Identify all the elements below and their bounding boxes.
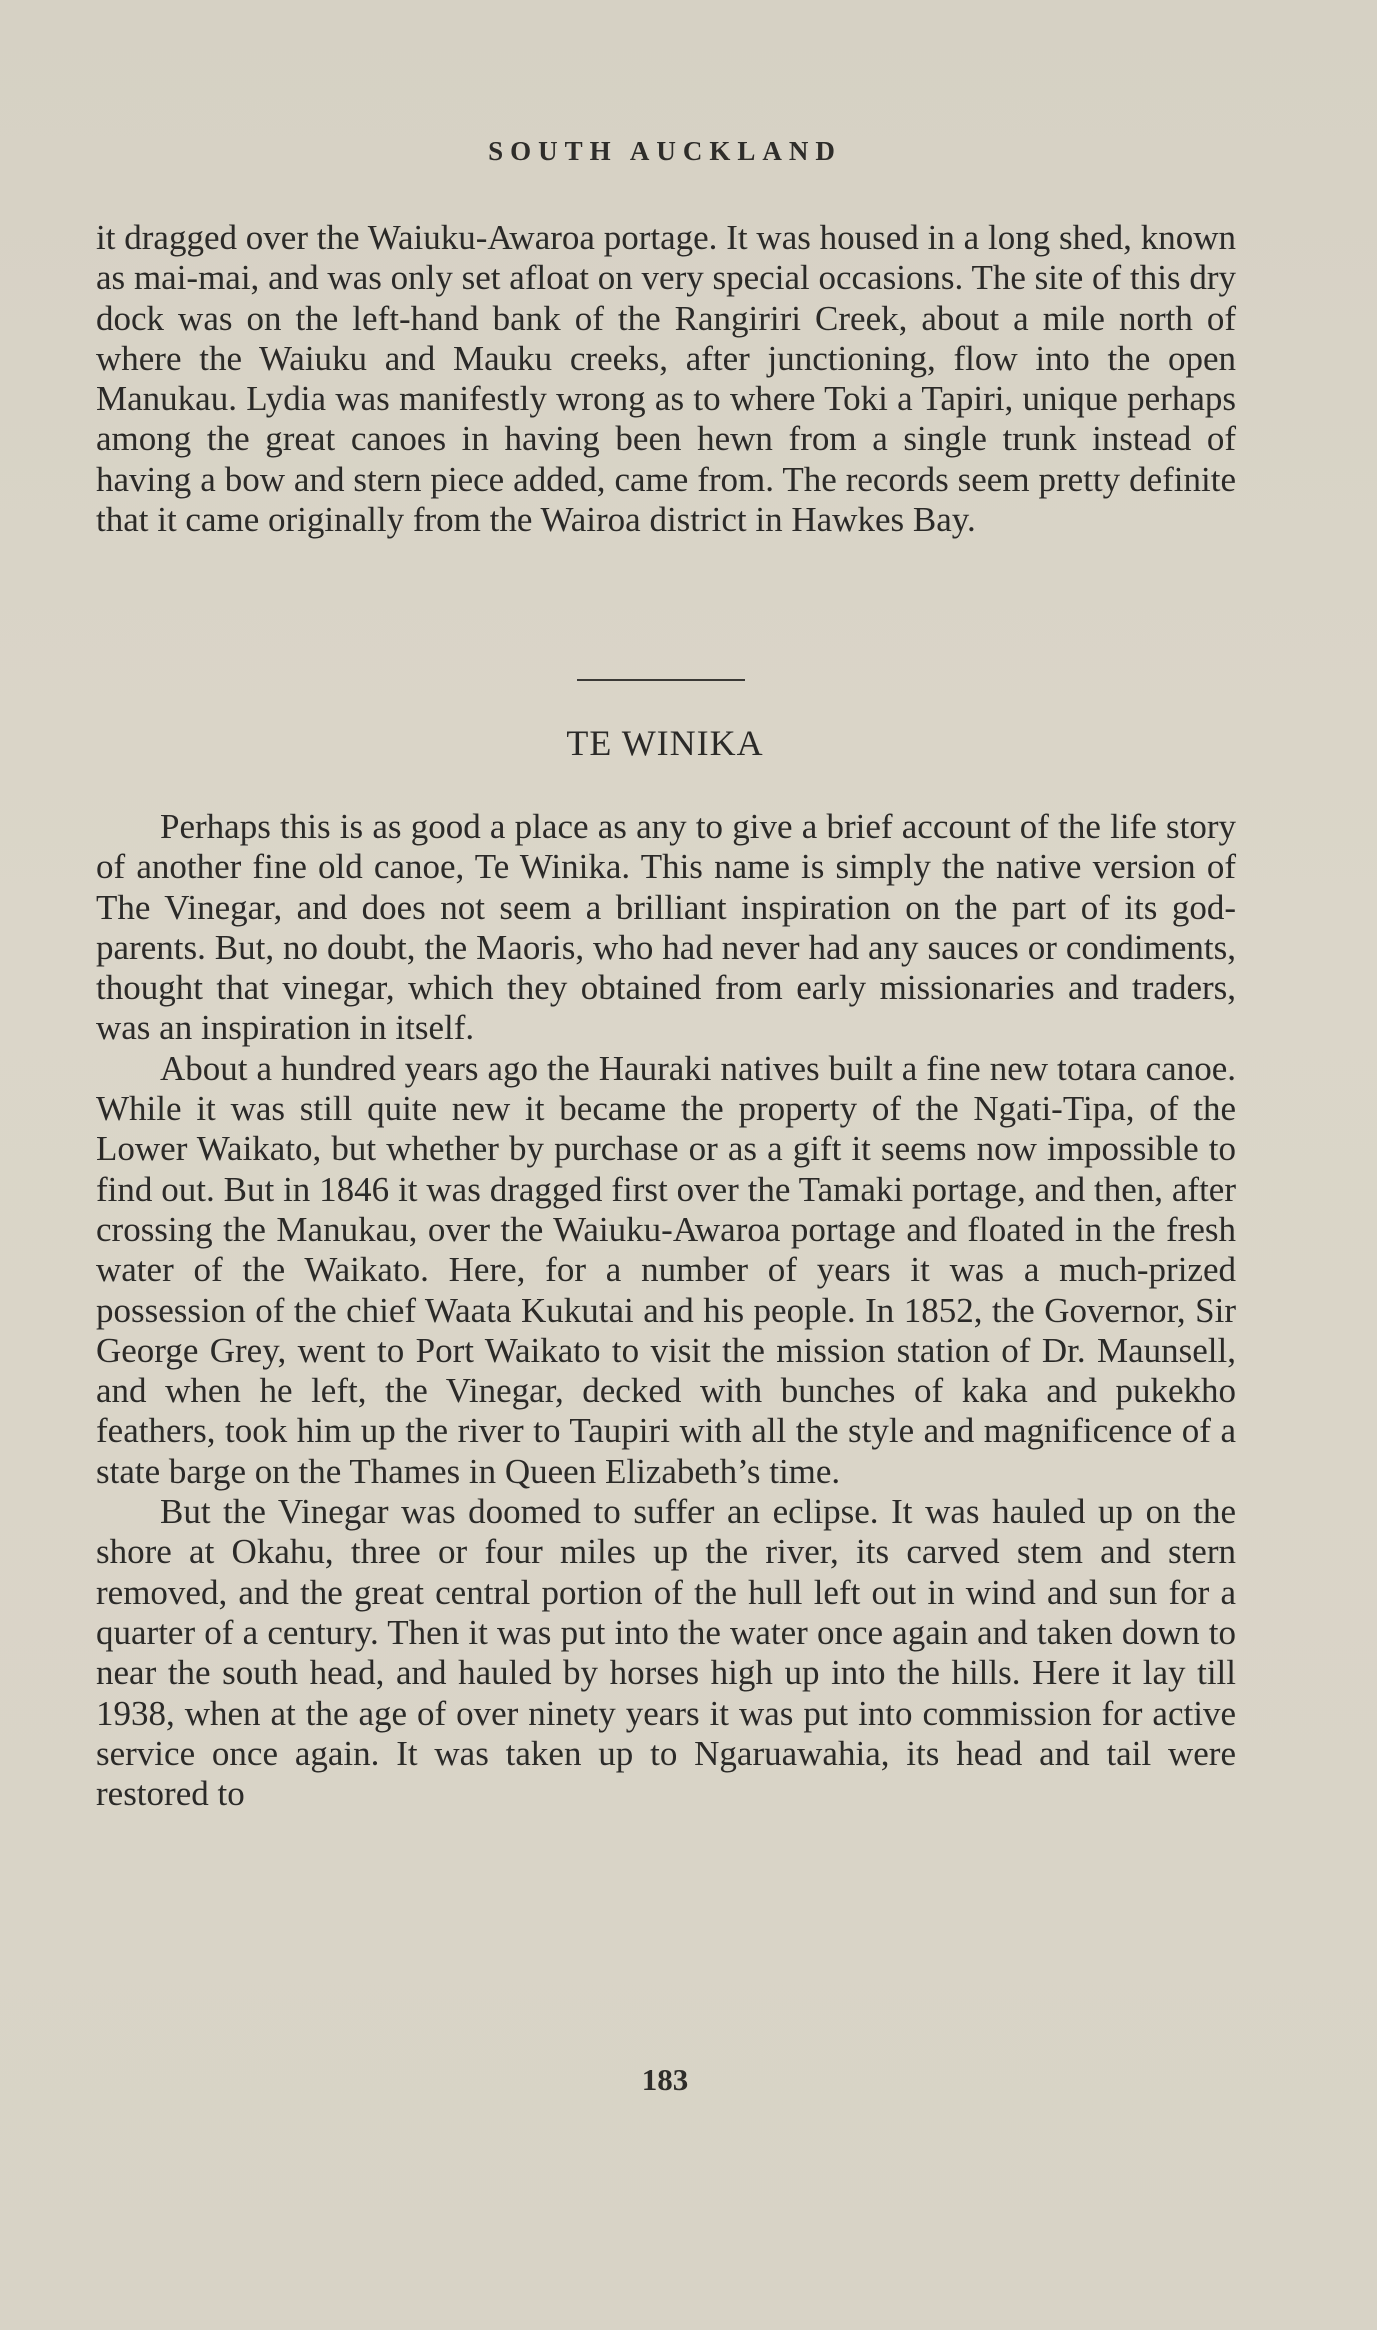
running-header: SOUTH AUCKLAND — [488, 136, 842, 166]
body-paragraph: About a hundred years ago the Hauraki natives built a fine new totara canoe. While it was still quite new it became the property of the Ngati-Tipa, of the Lower Waikato, but whether by purchase or as a gift it seems now impossible to find out. But in 1846 it was dragged first over the Tamaki portage, and then, after crossing the Manukau, over the Waiuku-Awaroa portage and floated in the fresh water of the Waikato. Here, for a number of years it was a much-prized possession of the chief Waata Kukutai and his people. In 1852, the Governor, Sir George Grey, went to Port Waikato to visit the mission station of Dr. Maunsell, and when he left, the Vinegar, decked with bunches of kaka and pukekho feathers, took him up the river to Taupiri with all the style and magnificence of a state barge on the Thames in Queen Elizabeth’s time. — [96, 1048, 1236, 1491]
section-heading: TE WINIKA — [566, 723, 764, 763]
opening-paragraph: it dragged over the Waiuku-Awaroa portage. It was housed in a long shed, known as mai-mai, and was only set afloat on very special occasions. The site of this dry dock was on the left-hand bank of the Rangiriri Creek, about a mile north of where the Waiuku and Mauku creeks, after junctioning, flow into the open Manukau. Lydia was manifestly wrong as to where Toki a Tapiri, unique perhaps among the great canoes in having been hewn from a single trunk instead of having a bow and stern piece added, came from. The records seem pretty definite that it came originally from the Wairoa district in Hawkes Bay. — [96, 218, 1236, 540]
body-paragraph: But the Vinegar was doomed to suffer an eclipse. It was hauled up on the shore at Okahu, three or four miles up the river, its carved stem and stern removed, and the great central portion of the hull left out in wind and sun for a quarter of a century. Then it was put into the water once again and taken down to near the south head, and hauled by horses high up into the hills. Here it lay till 1938, when at the age of over ninety years it was put into commission for active service once again. It was taken up to Ngaruawahia, its head and tail were restored to — [96, 1492, 1236, 1814]
body-paragraph: Perhaps this is as good a place as any to give a brief account of the life story of another fine old canoe, Te Winika. This name is simply the native version of The Vinegar, and does not seem a brilliant inspiration on the part of its god-parents. But, no doubt, the Maoris, who had never had any sauces or condiments, thought that vinegar, which they obtained from early missionaries and traders, was an inspiration in itself. — [96, 807, 1236, 1048]
section-body — [96, 807, 1236, 1814]
section-divider — [577, 679, 745, 681]
page-number: 183 — [641, 2062, 689, 2097]
opening-paragraph-block — [96, 218, 1236, 540]
